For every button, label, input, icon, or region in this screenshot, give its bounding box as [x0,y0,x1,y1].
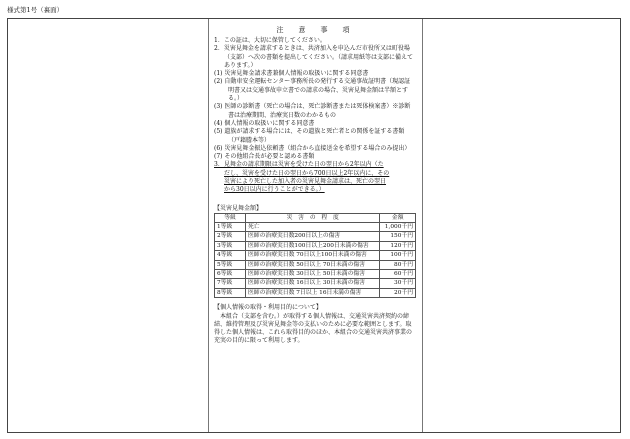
center-column [214,25,416,346]
amount-cell: 100千円 [380,251,416,260]
amount-cell: 150千円 [380,232,416,241]
note-item-3-line-1: 3．見舞金の請求期限は災害を受けた日の翌日から2年以内（た [214,161,384,169]
grade-cell: 7等級 [215,279,246,288]
table-row [215,232,416,241]
table-row [215,241,416,250]
document-frame [7,18,621,433]
privacy-title: 【個人情報の取得・利用目的について】 [214,304,322,312]
amount-cell: 1,000千円 [380,223,416,232]
grade-cell: 4等級 [215,251,246,260]
note-item-3-line-4: から30日以内に行うことができる。） [224,186,325,194]
table-row [215,251,416,260]
note-item-3 [214,161,416,194]
amount-cell: 30千円 [380,279,416,288]
table-row [215,223,416,232]
table-row [215,288,416,297]
privacy-body: 本組合（支部を含む。）が取得する個人情報は、交通災害共済契約の締結、維持管理及び災害見舞金等の支払いのために必要な範囲とします。取得した個人情報は、これら取得目的のほか、本組合の交通災害共済事業の充実の目的に限って利用します。 [214,312,413,345]
form-number: 様式第1号（裏面） [7,6,64,14]
note-subitem-3: (3) 医師の診断書（死亡の場合は、死亡診断書または死体検案書）※診断書は治療期間、治療実日数のわかるもの [214,103,411,119]
note-item-3-line-2: だし、災害を受けた日の翌日から700日以上2年以内に、その [224,169,390,177]
privacy-section [214,304,416,345]
left-column-divider [208,19,209,432]
note-subitem-1: (1) 災害見舞金請求書兼個人情報の取扱いに関する同意書 [214,70,369,78]
table-row [215,270,416,279]
degree-cell: 医師の治療実日数200日以上の傷害 [246,232,380,241]
amount-cell: 20千円 [380,288,416,297]
amount-cell: 120千円 [380,241,416,250]
notes-title: 注 意 事 項 [276,26,354,34]
grades-table [214,213,416,299]
degree-cell: 医師の治療実日数 16日以上 30日未満の傷害 [246,279,380,288]
degree-cell: 死亡 [246,223,380,232]
degree-header: 災 害 の 程 度 [246,213,380,222]
amount-header: 金額 [380,213,416,222]
degree-cell: 医師の治療実日数 30日以上 50日未満の傷害 [246,270,380,279]
grade-cell: 5等級 [215,260,246,269]
grade-cell: 3等級 [215,241,246,250]
degree-cell: 医師の治療実日数 7日以上 16日未満の傷害 [246,288,380,297]
grade-header: 等級 [215,213,246,222]
grade-cell: 1等級 [215,223,246,232]
grade-cell: 2等級 [215,232,246,241]
note-item-1: 1．この証は、大切に保管してください。 [214,37,326,44]
note-subitem-6: (6) 災害見舞金振込依頼書（組合から直接送金を希望する場合のみ提出） [214,144,411,152]
degree-cell: 医師の治療実日数100日以上200日未満の傷害 [246,241,380,250]
degree-cell: 医師の治療実日数 50日以上 70日未満の傷害 [246,260,380,269]
amount-cell: 80千円 [380,260,416,269]
grades-table-header-row [215,213,416,222]
grade-cell: 8等級 [215,288,246,297]
note-subitem-5: (5) 遺族が請求する場合には、その遺族と死亡者との関係を証する書類（戸籍謄本等） [214,128,405,144]
note-subitem-2: (2) 自動車安全運転センター事務所長の発行する交通事故証明書（現認証明書又は交通事故申立書での請求の場合、災害見舞金額は半額とする。） [214,78,411,103]
grade-cell: 6等級 [215,270,246,279]
note-item-3-line-3: 災害により死亡した加入者の災害見舞金請求は、死亡の翌日 [224,178,387,186]
grades-section-title: 【災害見舞金額】 [214,204,263,212]
right-column-divider [422,19,423,432]
table-row [215,279,416,288]
degree-cell: 医師の治療実日数 70日以上100日未満の傷害 [246,251,380,260]
note-item-2: 2．災害見舞金を請求するときは、共済加入を申込んだ市役所又は町役場（支部）へ次の書類を提出してください。（請求用紙等は支部に備えてあります。） [214,45,414,69]
note-subitem-4: (4) 個人情報の取扱いに関する同意書 [214,119,315,127]
note-subitem-7: (7) その他組合長が必要と認める書類 [214,153,315,161]
amount-cell: 60千円 [380,270,416,279]
notes-list [214,37,416,195]
table-row [215,260,416,269]
